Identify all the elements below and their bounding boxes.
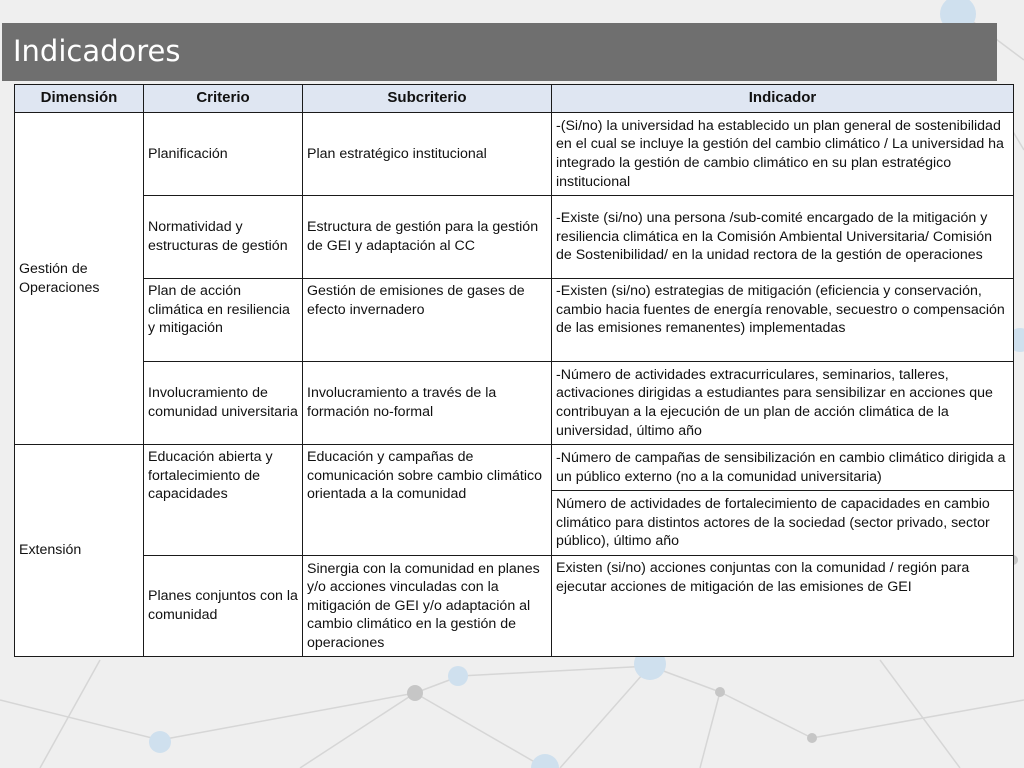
title-bar xyxy=(2,23,997,81)
indicador-cell: Existen (si/no) acciones conjuntas con la comunidad / región para ejecutar acciones de mitigación de las emisiones de GEI xyxy=(552,556,1014,657)
table-row xyxy=(15,279,1014,362)
page-title: Indicadores xyxy=(13,34,181,68)
criterio-cell: Normatividad y estructuras de gestión xyxy=(144,196,303,279)
dimension-cell-gestion: Gestión de Operaciones xyxy=(15,113,144,445)
dimension-cell-extension: Extensión xyxy=(15,445,144,657)
indicador-cell: Número de actividades de fortalecimiento de capacidades en cambio climático para distintos actores de la sociedad (sector privado, sector público), último año xyxy=(552,491,1014,556)
header-dimension: Dimensión xyxy=(15,85,144,113)
header-indicador: Indicador xyxy=(552,85,1014,113)
table-row xyxy=(15,196,1014,279)
subcriterio-cell: Estructura de gestión para la gestión de GEI y adaptación al CC xyxy=(303,196,552,279)
subcriterio-cell: Involucramiento a través de la formación no-formal xyxy=(303,362,552,445)
subcriterio-cell: Sinergia con la comunidad en planes y/o acciones vinculadas con la mitigación de GEI y/o adaptación al cambio climático en la gestión de operaciones xyxy=(303,556,552,657)
table-row xyxy=(15,113,1014,196)
criterio-cell: Educación abierta y fortalecimiento de capacidades xyxy=(144,445,303,556)
indicators-table xyxy=(14,84,1014,657)
header-criterio: Criterio xyxy=(144,85,303,113)
indicador-cell: -Existen (si/no) estrategias de mitigación (eficiencia y conservación, cambio hacia fuentes de energía renovable, secuestro o compensación de las emisiones remanentes) implementadas xyxy=(552,279,1014,362)
subcriterio-cell: Educación y campañas de comunicación sobre cambio climático orientada a la comunidad xyxy=(303,445,552,556)
table-row xyxy=(15,445,1014,491)
indicador-cell: -(Si/no) la universidad ha establecido un plan general de sostenibilidad en el cual se incluye la gestión del cambio climático / La universidad ha integrado la gestión de cambio climático en su plan estratégico institucional xyxy=(552,113,1014,196)
indicador-cell: -Número de campañas de sensibilización en cambio climático dirigida a un público externo (no a la comunidad universitaria) xyxy=(552,445,1014,491)
criterio-cell: Plan de acción climática en resiliencia y mitigación xyxy=(144,279,303,362)
subcriterio-cell: Gestión de emisiones de gases de efecto invernadero xyxy=(303,279,552,362)
header-subcriterio: Subcriterio xyxy=(303,85,552,113)
criterio-cell: Planes conjuntos con la comunidad xyxy=(144,556,303,657)
indicador-cell: -Número de actividades extracurriculares, seminarios, talleres, activaciones dirigidas a estudiantes para sensibilizar en acciones que contribuyan a la ejecución de un plan de acción climática de la universidad, último año xyxy=(552,362,1014,445)
header-row xyxy=(15,85,1014,113)
criterio-cell: Involucramiento de comunidad universitaria xyxy=(144,362,303,445)
indicador-cell: -Existe (si/no) una persona /sub-comité encargado de la mitigación y resiliencia climática en la Comisión Ambiental Universitaria/ Comisión de Sostenibilidad/ en la unidad rectora de la gestión de operaciones xyxy=(552,196,1014,279)
subcriterio-cell: Plan estratégico institucional xyxy=(303,113,552,196)
table-row xyxy=(15,556,1014,657)
criterio-cell: Planificación xyxy=(144,113,303,196)
table-row xyxy=(15,362,1014,445)
